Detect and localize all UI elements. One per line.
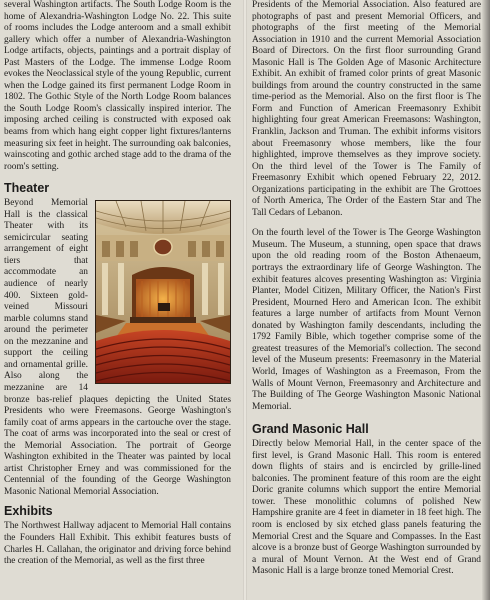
- theater-paragraph: Beyond Memorial Hall is the classical Theater with its semicircular seating arrangement of eight tiers that accommodate an audience of nearly 400. Sixteen gold-veined Missouri marble columns stand around the perimeter on the mezzanine and support the ceiling and ornamental grille. Also along the mezzanine are 14 bronze bas-relief plaques depicting the United States Presidents who were Freemasons. George Washington's family coat of arms appears in the cartouche over the stage. The coat of arms was incorporated into the seal or crest of the Memorial Association. The portrait of George Washington exhibited in the Theater was painted by local artist Christopher Erney and was commissioned for the Centennial of the founding of the George Washington Masonic National Memorial Association.: [4, 198, 231, 497]
- intro-paragraph: several Washington artifacts. The South Lodge Room is the home of Alexandria-Washington Lodge No. 22. This suite of rooms includes the Lodge anteroom and a small exhibit gallery which offer a number of Alexandria-Washington Lodge artifacts, objects, paintings and a portrait display of Past Masters of the Lodge. The immense Lodge Room evokes the Neoclassical style of the young Republic, current when the Lodge gained its first permanent Lodge Room in 1802. The Gothic Style of the North Lodge Room balances the South Lodge Room's classically inspired interior. The imposing arched ceiling is constructed with exposed oak beams from which hang eight copper light fixtures/lanterns measuring six feet in height. The surrounding oak balconies, wainscoting and gothic arched stage add to the drama of the room's setting.: [4, 0, 231, 172]
- museum-paragraph: On the fourth level of the Tower is The George Washington Museum. The Museum, a stunning, open space that draws upon the old reading room of the Boston Athenaeum, portrays the extraordinary life of George Washington. The exhibit features alcoves presenting Washington as: Virginia Planter, Model Citizen, Military Officer, the Nation's First President, Mourned Hero and American Icon. The exhibit features a large number of artifacts from Mount Vernon donated by Washington family descendants, including the 1792 Family Bible, which together comprise some of the greatest treasures of the Memorial's collection. The second level of the Museum presents: Freemasonry in the Material World, Images of Washington as a Freemason, From the Walls of Mount Vernon, Freemasonry and Architecture and The Building of The George Washington Masonic National Memorial.: [252, 228, 481, 412]
- left-column: [4, 0, 231, 568]
- page-fold: [243, 0, 247, 600]
- grand-masonic-hall-heading: Grand Masonic Hall: [252, 422, 369, 437]
- exhibits-heading: Exhibits: [4, 504, 53, 519]
- right-column: [252, 0, 481, 578]
- theater-photo: [95, 200, 231, 384]
- grand-masonic-hall-paragraph: Directly below Memorial Hall, in the center space of the first level, is Grand Masonic Hall. This room is entered down flights of stairs and is encircled by grille-lined balconies. The prominent feature of this room are the eight Doric granite columns which support the entire Memorial tower. These monolithic columns of polished New Hampshire granite are 4 feet in diameter in 18 feet high. The room is enclosed by six etched glass panels featuring the Memorial Crest and the Square and Compasses. In the East alcove is a bronze bust of George Washington surrounded by a mural of Mount Vernon. At the West end of Grand Masonic Hall is a large bronze toned Memorial Crest.: [252, 439, 481, 577]
- exhibits-continued-paragraph: Presidents of the Memorial Association. Also featured are photographs of past and present Memorial Officers, and photographs of the first meeting of the Memorial Association in 1910 and the current Memorial Association Board of Directors. On the first floor surrounding Grand Masonic Hall is The Golden Age of Masonic Architecture Exhibit. An exhibit of framed color prints of great Masonic buildings from around the country constructed in the same time-period as the Memorial. Also on the first floor is The Form and Function of American Freemasonry Exhibit highlighting four great American Freemasons: Washington, Franklin, Jackson and Truman. The exhibit informs visitors about Freemasonry whose members, like the four highlighted, improve themselves as they improve society. On the third level of the Tower is The Family of Freemasonry Exhibit which opened February 22, 2012. Organizations participating in the exhibit are The Grottoes of North America, The Order of the Eastern Star and The Tall Cedars of Lebanon.: [252, 0, 481, 218]
- exhibits-paragraph: The Northwest Hallway adjacent to Memorial Hall contains the Founders Hall Exhibit. This exhibit features busts of Charles H. Callahan, the originator and driving force behind the creation of the Memorial, as well as the first three: [4, 521, 231, 567]
- page-edge-shadow: [482, 0, 490, 600]
- theater-heading: Theater: [4, 181, 50, 196]
